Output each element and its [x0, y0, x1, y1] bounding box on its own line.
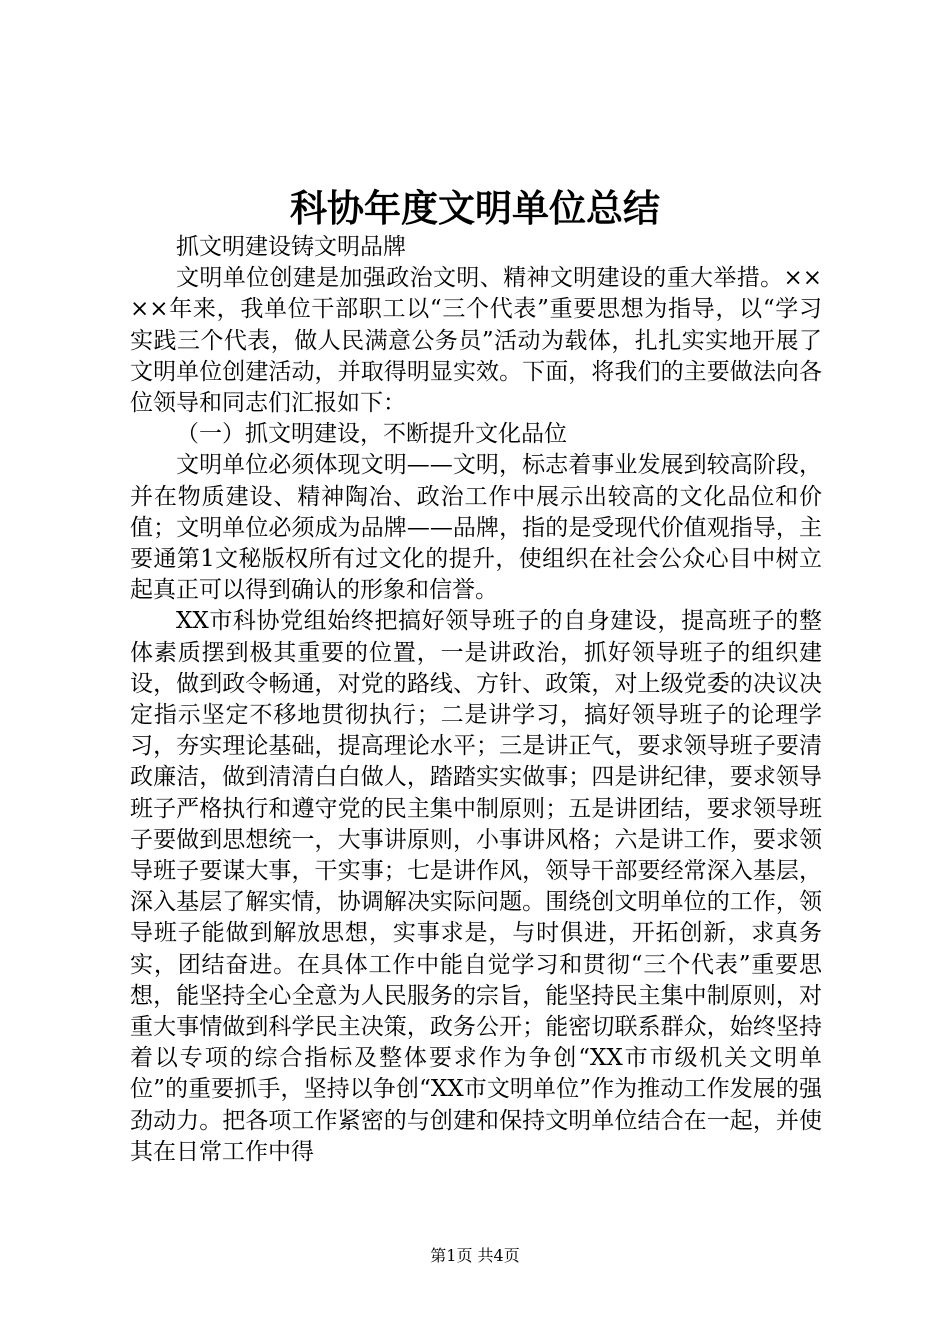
paragraph-leadership: XX市科协党组始终把搞好领导班子的自身建设，提高班子的整体素质摆到极其重要的位置，一是讲政治，抓好领导班子的组织建设，做到政令畅通，对党的路线、方针、政策，对上级党委的决议决定指示坚定不移地贯彻执行；二是讲学习，搞好领导班子的论理学习，夯实理论基础，提高理论水平；三是讲正气，要求领导班子要清政廉洁，做到清清白白做人，踏踏实实做事；四是讲纪律，要求领导班子严格执行和遵守党的民主集中制原则；五是讲团结，要求领导班子要做到思想统一，大事讲原则，小事讲风格；六是讲工作，要求领导班子要谋大事，干实事；七是讲作风，领导干部要经常深入基层，深入基层了解实情，协调解决实际问题。围绕创文明单位的工作，领导班子能做到解放思想，实事求是，与时俱进，开拓创新，求真务实，团结奋进。在具体工作中能自觉学习和贯彻“三个代表”重要思想，能坚持全心全意为人民服务的宗旨，能坚持民主集中制原则，对重大事情做到科学民主决策，政务公开；能密切联系群众，始终坚持着以专项的综合指标及整体要求作为争创“XX市市级机关文明单位”的重要抓手，坚持以争创“XX市文明单位”作为推动工作发展的强劲动力。把各项工作紧密的与创建和保持文明单位结合在一起，并使其在日常工作中得: [130, 608, 822, 1165]
paragraph-intro: 文明单位创建是加强政治文明、精神文明建设的重大举措。××××年来，我单位干部职工以“三个代表”重要思想为指导，以“学习实践三个代表，做人民满意公务员”活动为载体，扎扎实实地开展了文明单位创建活动，并取得明显实效。下面，将我们的主要做法向各位领导和同志们汇报如下：: [130, 265, 822, 417]
document-body: [130, 232, 822, 1168]
section-heading: （一）抓文明建设，不断提升文化品位: [176, 421, 567, 448]
page-number: 第1页 共4页: [430, 1246, 520, 1265]
document-title: 科协年度文明单位总结: [290, 186, 660, 230]
paragraph-subtitle: 抓文明建设铸文明品牌: [176, 234, 406, 260]
paragraph-civilization: 文明单位必须体现文明——文明，标志着事业发展到较高阶段，并在物质建设、精神陶冶、政治工作中展示出较高的文化品位和价值；文明单位必须成为品牌——品牌，指的是受现代价值观指导，主要通第1文秘版权所有过文化的提升，使组织在社会公众心目中树立起真正可以得到确认的形象和信誉。: [130, 452, 822, 604]
